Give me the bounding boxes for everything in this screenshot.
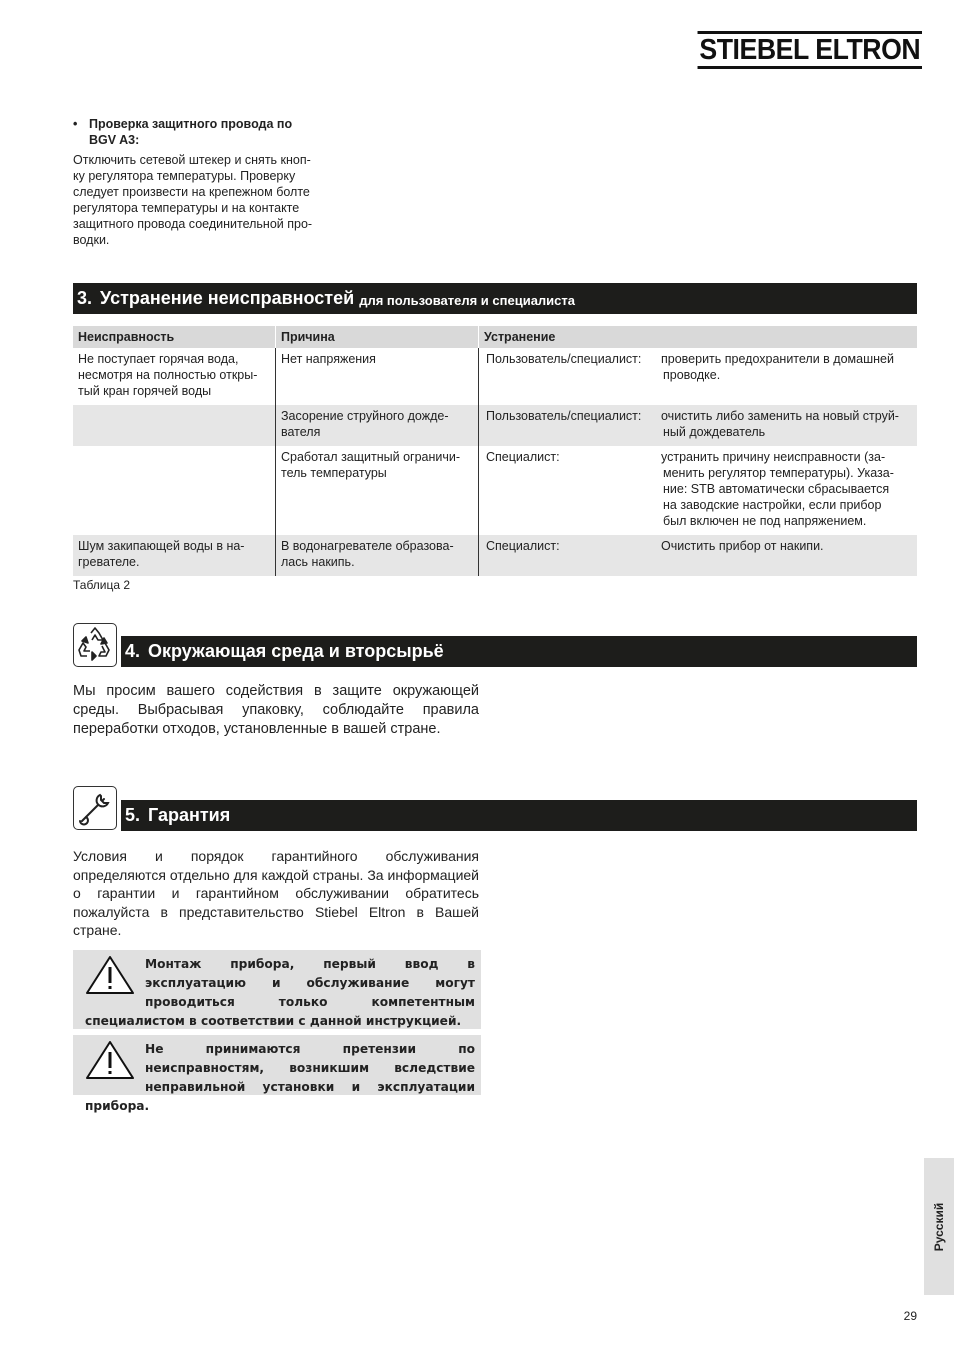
- cell-line: тель температуры: [281, 466, 387, 480]
- cell-line: ние: STB автоматически сбрасывается: [663, 482, 890, 496]
- column-header: Устранение: [479, 326, 918, 348]
- fault-cell: [73, 446, 276, 535]
- section-number: 5.: [125, 805, 141, 825]
- cell-line: был включен не под напряжением.: [663, 514, 867, 528]
- section-3-header: [73, 283, 917, 314]
- warning-box: [73, 1035, 481, 1113]
- bullet-dot: •: [73, 117, 78, 131]
- intro-paragraph: [73, 152, 335, 248]
- section-number: 4.: [125, 641, 141, 661]
- column-header: Причина: [276, 326, 479, 348]
- section-5-header: [121, 800, 917, 831]
- section-5-text: Условия и порядок гарантийного обслуживания определяются отдельно для каждой страны. За информацией о гарантии и гарантийном обслуживании обратитесь пожалуйста в представительство Stiebel Eltron в Вашей стране.: [73, 848, 479, 938]
- table-row: [73, 348, 917, 405]
- remedy-cell: [479, 446, 918, 535]
- cell-line: В водонагревателе образова-: [281, 539, 454, 553]
- cause-cell: [276, 446, 479, 535]
- fault-cell: [73, 535, 276, 576]
- intro-line: защитного провода соединительной про-: [73, 217, 313, 231]
- remedy-actor: Пользователь/специалист:: [486, 409, 642, 423]
- cause-cell: [276, 348, 479, 405]
- intro-bullet-line: Проверка защитного провода по: [89, 117, 293, 131]
- warning-box: [73, 950, 481, 1029]
- cell-line: лась накипь.: [281, 555, 355, 569]
- section-title: Устранение неисправностей: [100, 288, 355, 308]
- fault-cell: [73, 348, 276, 405]
- column-header: Неисправность: [73, 326, 276, 348]
- cell-line: устранить причину неисправности (за-: [661, 450, 886, 464]
- cell-line: вателя: [281, 425, 321, 439]
- brand-logo: STIEBEL ELTRON: [697, 31, 922, 69]
- cell-line: на заводские настройки, если прибор: [663, 498, 882, 512]
- intro-line: следует произвести на крепежном болте: [73, 185, 310, 199]
- section-title: Окружающая среда и вторсырьё: [148, 641, 444, 661]
- cell-line: Нет напряжения: [281, 352, 376, 366]
- cell-line: менить регулятор температуры). Указа-: [663, 466, 894, 480]
- remedy-actor: Специалист:: [486, 450, 560, 464]
- section-number: 3.: [77, 288, 93, 308]
- section-subtitle: для пользователя и специалиста: [359, 293, 576, 308]
- section-4-header: [121, 636, 917, 667]
- remedy-cell: [479, 405, 918, 446]
- section-title: Гарантия: [148, 805, 231, 825]
- troubleshooting-table: [73, 326, 917, 576]
- language-tab: [924, 1158, 954, 1295]
- intro-line: Отключить сетевой штекер и снять кноп-: [73, 153, 311, 167]
- cause-cell: [276, 405, 479, 446]
- remedy-actor: Пользователь/специалист:: [486, 352, 642, 366]
- intro-line: ку регулятора температуры. Проверку: [73, 169, 296, 183]
- table-header-row: [73, 326, 917, 348]
- cell-line: ный дождеватель: [663, 425, 766, 439]
- cell-line: Засорение струйного дожде-: [281, 409, 449, 423]
- warning-triangle-icon: [85, 1040, 135, 1080]
- intro-line: водки.: [73, 233, 110, 247]
- cell-line: Очистить прибор от накипи.: [661, 539, 824, 553]
- cell-line: тый кран горячей воды: [78, 384, 212, 398]
- section-4-text: Мы просим вашего содействия в защите окружающей среды. Выбрасывая упаковку, соблюдайте правила переработки отходов, установленные в вашей стране.: [73, 683, 479, 737]
- intro-bullet-line: BGV A3:: [89, 133, 140, 147]
- recycle-icon: [73, 623, 117, 667]
- cell-line: очистить либо заменить на новый струй-: [661, 409, 899, 423]
- table-row: [73, 535, 917, 576]
- table-row: [73, 446, 917, 535]
- cell-line: гревателе.: [78, 555, 140, 569]
- intro-line: регулятора температуры и на контакте: [73, 201, 300, 215]
- cell-line: проверить предохранители в домашней: [661, 352, 894, 366]
- cell-line: несмотря на полностью откры-: [78, 368, 258, 382]
- cell-line: Не поступает горячая вода,: [78, 352, 239, 366]
- wrench-icon: [73, 786, 117, 830]
- cell-line: Шум закипающей воды в на-: [78, 539, 245, 553]
- warning-text: Монтаж прибора, первый ввод в эксплуатацию и обслуживание могут проводиться только компетентным специалистом в соответствии с данной инструкцией.: [85, 957, 475, 1028]
- intro-block: [73, 116, 335, 248]
- remedy-cell: [479, 348, 918, 405]
- cause-cell: [276, 535, 479, 576]
- remedy-cell: [479, 535, 918, 576]
- intro-bullet: [73, 116, 335, 148]
- warning-text: Не принимаются претензии по неисправностям, возникшим вследствие неправильной установки и эксплуатации прибора.: [85, 1042, 475, 1113]
- remedy-actor: Специалист:: [486, 539, 560, 553]
- warning-triangle-icon: [85, 955, 135, 995]
- table-row: [73, 405, 917, 446]
- language-label: Русский: [932, 1202, 946, 1251]
- cell-line: проводке.: [663, 368, 721, 382]
- fault-cell: [73, 405, 276, 446]
- page-number: 29: [903, 1309, 917, 1323]
- cell-line: Сработал защитный ограничи-: [281, 450, 461, 464]
- table-caption: Таблица 2: [73, 578, 131, 592]
